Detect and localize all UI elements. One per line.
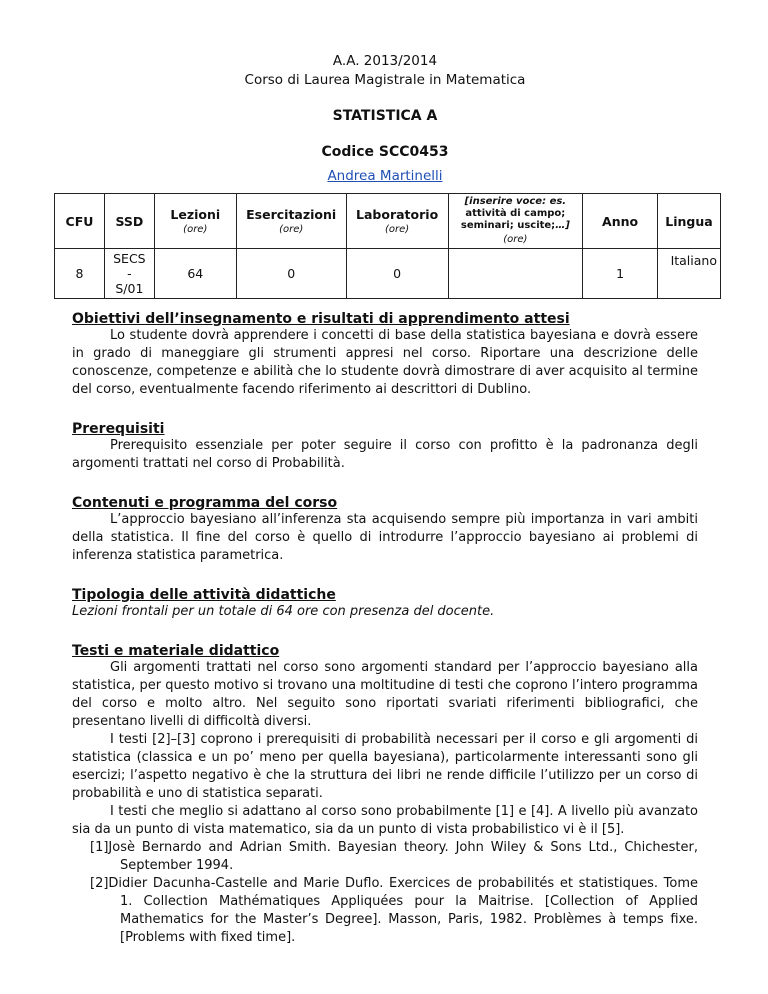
header-esercitazioni-label: Esercitazioni (246, 207, 337, 222)
teacher-link[interactable]: Andrea Martinelli (327, 168, 443, 184)
value-extra (448, 249, 583, 299)
value-ssd-2: - (127, 266, 132, 281)
text-testi-3: I testi che meglio si adattano al corso sono probabilmente [1] e [4]. A livello più avanzato sia da un punto di vista matematico, sia da un punto di vista probabilistico vi è il [5]. (72, 804, 698, 837)
heading-tipologia: Tipologia delle attività didattiche (72, 587, 336, 603)
header-lingua: Lingua (657, 194, 720, 249)
header-lezioni-unit: (ore) (183, 224, 208, 235)
header-lezioni (154, 194, 236, 249)
header-extra-b: attività di campo; seminari; uscite; (460, 208, 566, 231)
value-ssd-3: S/01 (115, 281, 144, 296)
heading-contenuti: Contenuti e programma del corso (72, 495, 338, 511)
text-testi-1: Gli argomenti trattati nel corso sono argomenti standard per l’approccio bayesiano alla statistica, per questo motivo si trovano una moltitudine di testi che coprono l’intero programma del corso e molto altro. Nel seguito sono riportati svariati riferimenti bibliografici, che presentano livelli di difficoltà diversi. (72, 660, 698, 729)
value-lingua: Italiano (657, 249, 720, 299)
text-prerequisiti: Prerequisito essenziale per poter seguire il corso con profitto è la padronanza degli argomenti trattati nel corso di Probabilità. (72, 438, 698, 471)
header-ssd: SSD (104, 194, 154, 249)
table-header-row (55, 194, 721, 249)
reference-item: [2]Didier Dacunha-Castelle and Marie Duflo. Exercices de probabilités et statistiques. Tome 1. Collection Mathématiques Appliquées pour la Maitrise. [Collection of Applied Mathematics for the Master’s Degree]. Masson, Paris, 1982. Problèmes à temps fixe. [Problems with fixed time]. (90, 876, 698, 945)
reference-item: [1]Josè Bernardo and Adrian Smith. Bayesian theory. John Wiley & Sons Ltd., Chichester, September 1994. (90, 840, 698, 873)
header-extra (448, 194, 583, 249)
section-obiettivi (72, 311, 698, 399)
heading-obiettivi: Obiettivi dell’insegnamento e risultati di apprendimento attesi (72, 311, 570, 327)
text-obiettivi: Lo studente dovrà apprendere i concetti di base della statistica bayesiana e dovrà essere in grado di maneggiare gli strumenti appresi nel corso. Riportare una descrizione delle conoscenze, competenze e abilità che lo studente dovrà dimostrare di aver acquisito al termine del corso, eventualmente facendo riferimento ai descrittori di Dublino. (72, 328, 698, 397)
text-contenuti: L’approccio bayesiano all’inferenza sta acquisendo sempre più importanza in vari ambiti della statistica. Il fine del corso è quello di introdurre l’approccio bayesiano ai problemi di inferenza statistica parametrica. (72, 512, 698, 563)
course-code: Codice SCC0453 (321, 144, 449, 160)
references-list (72, 839, 698, 947)
header-laboratorio-unit: (ore) (384, 224, 410, 235)
section-testi (72, 643, 698, 947)
value-ssd (104, 249, 154, 299)
text-tipologia: Lezioni frontali per un totale di 64 ore con presenza del docente. (72, 604, 495, 619)
document-page (65, 52, 717, 947)
value-lezioni: 64 (154, 249, 236, 299)
academic-year: A.A. 2013/2014 (332, 53, 438, 69)
header-lezioni-label: Lezioni (170, 207, 221, 222)
course-info-table (54, 193, 721, 299)
header-extra-unit: (ore) (503, 234, 528, 245)
value-laboratorio: 0 (346, 249, 448, 299)
header-laboratorio-label: Laboratorio (356, 207, 439, 222)
course-title: STATISTICA A (332, 108, 438, 124)
header-esercitazioni (236, 194, 346, 249)
value-ssd-1: SECS (113, 251, 146, 266)
heading-testi: Testi e materiale didattico (72, 643, 280, 659)
value-cfu: 8 (55, 249, 105, 299)
header-extra-a: [inserire voce: es. (464, 196, 567, 207)
section-tipologia (72, 587, 698, 621)
teacher (72, 168, 698, 184)
degree-course: Corso di Laurea Magistrale in Matematica (244, 72, 526, 88)
header-extra-c: …] (555, 220, 570, 231)
heading-prerequisiti: Prerequisiti (72, 421, 165, 437)
value-anno: 1 (583, 249, 658, 299)
header-laboratorio (346, 194, 448, 249)
value-esercitazioni: 0 (236, 249, 346, 299)
section-contenuti (72, 495, 698, 565)
header-anno: Anno (583, 194, 658, 249)
header-cfu: CFU (55, 194, 105, 249)
text-testi-2: I testi [2]–[3] coprono i prerequisiti di probabilità necessari per il corso e gli argomenti di statistica (classica e un po’ meno per quella bayesiana), particolarmente interessanti sono gli esercizi; l’aspetto negativo è che la struttura dei libri ne rende difficile l’utilizzo per un corso di probabilità e uno di statistica separati. (72, 732, 698, 801)
header-esercitazioni-unit: (ore) (279, 224, 304, 235)
section-prerequisiti (72, 421, 698, 473)
table-values-row (55, 249, 721, 299)
